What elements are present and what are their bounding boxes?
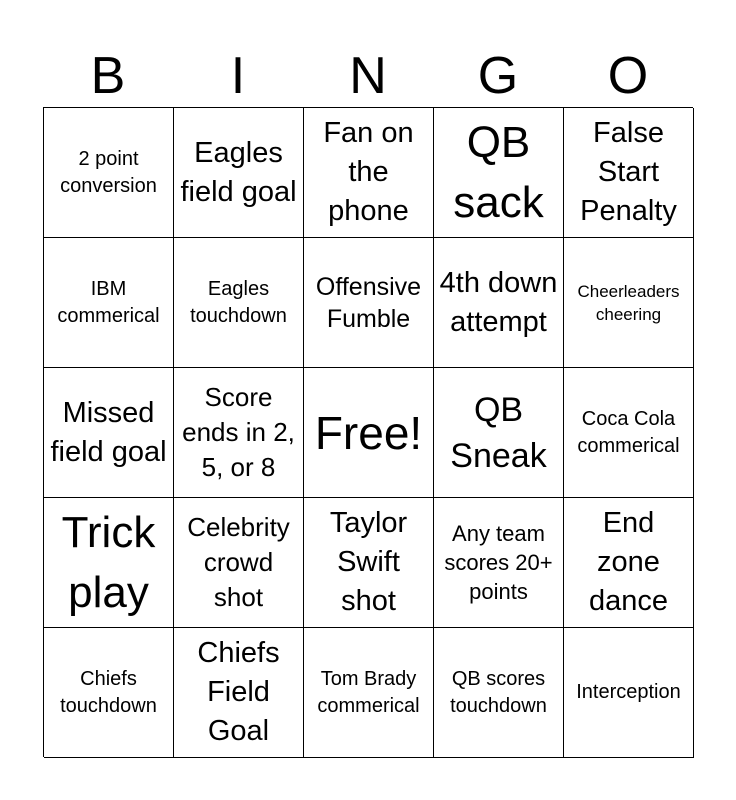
bingo-cell-text: 2 point conversion: [60, 147, 157, 197]
bingo-cell-r5-c3[interactable]: [304, 628, 434, 758]
bingo-cell-r5-c4[interactable]: [434, 628, 564, 758]
bingo-cell-text: Taylor Swift shot: [329, 507, 408, 617]
bingo-cell-text: 4th down attempt: [439, 266, 558, 338]
bingo-cell-text: Missed field goal: [50, 396, 167, 468]
bingo-cell-text: End zone dance: [588, 507, 668, 617]
bingo-cell-r4-c5[interactable]: [564, 498, 694, 628]
bingo-cell-r5-c2[interactable]: [174, 628, 304, 758]
header-letter-b: B: [90, 47, 126, 105]
header-letter-i: I: [230, 47, 246, 105]
bingo-cell-r4-c4[interactable]: [434, 498, 564, 628]
bingo-cell-text: Free!: [314, 406, 423, 459]
bingo-header: [43, 46, 693, 106]
bingo-cell-r2-c2[interactable]: [174, 238, 304, 368]
bingo-cell-text: Offensive Fumble: [315, 272, 422, 333]
bingo-cell-r1-c3[interactable]: [304, 108, 434, 238]
bingo-cell-text: Chiefs touchdown: [60, 667, 157, 717]
bingo-cell-text: Chiefs Field Goal: [197, 637, 280, 747]
bingo-cell-text: Any team scores 20+ points: [444, 521, 553, 604]
bingo-cell-r1-c1[interactable]: [44, 108, 174, 238]
bingo-cell-text: Coca Cola commerical: [577, 407, 680, 457]
bingo-cell-r2-c1[interactable]: [44, 238, 174, 368]
bingo-cell-text: Eagles touchdown: [190, 277, 287, 327]
bingo-cell-r4-c3[interactable]: [304, 498, 434, 628]
bingo-cell-text: Tom Brady commerical: [317, 667, 420, 717]
bingo-cell-text: QB scores touchdown: [450, 667, 547, 717]
bingo-cell-r5-c5[interactable]: [564, 628, 694, 758]
bingo-cell-text: False Start Penalty: [580, 117, 677, 227]
bingo-cell-text: IBM commerical: [57, 277, 160, 327]
bingo-cell-r3-c5[interactable]: [564, 368, 694, 498]
bingo-cell-r2-c5[interactable]: [564, 238, 694, 368]
bingo-cell-r4-c2[interactable]: [174, 498, 304, 628]
bingo-cell-r1-c4[interactable]: [434, 108, 564, 238]
header-letter-n: N: [349, 47, 387, 105]
bingo-cell-text: Trick play: [61, 507, 156, 617]
bingo-cell-r4-c1[interactable]: [44, 498, 174, 628]
bingo-cell-r3-c3[interactable]: [304, 368, 434, 498]
bingo-cell-r3-c1[interactable]: [44, 368, 174, 498]
bingo-cell-r3-c2[interactable]: [174, 368, 304, 498]
bingo-cell-text: QB sack: [453, 117, 544, 227]
bingo-cell-r3-c4[interactable]: [434, 368, 564, 498]
bingo-cell-text: Fan on the phone: [323, 117, 414, 227]
bingo-cell-r1-c5[interactable]: [564, 108, 694, 238]
bingo-cell-text: Cheerleaders cheering: [577, 281, 680, 324]
bingo-cell-text: Eagles field goal: [180, 136, 297, 208]
bingo-cell-text: QB Sneak: [450, 390, 547, 475]
bingo-grid: [43, 107, 693, 757]
bingo-cell-r2-c4[interactable]: [434, 238, 564, 368]
bingo-cell-r2-c3[interactable]: [304, 238, 434, 368]
bingo-cell-r5-c1[interactable]: [44, 628, 174, 758]
bingo-cell-text: Interception: [576, 681, 681, 703]
bingo-cell-text: Celebrity crowd shot: [187, 512, 290, 612]
bingo-cell-r1-c2[interactable]: [174, 108, 304, 238]
header-letter-o: O: [607, 47, 649, 105]
header-letter-g: G: [477, 47, 519, 105]
bingo-cell-text: Score ends in 2, 5, or 8: [182, 382, 295, 482]
